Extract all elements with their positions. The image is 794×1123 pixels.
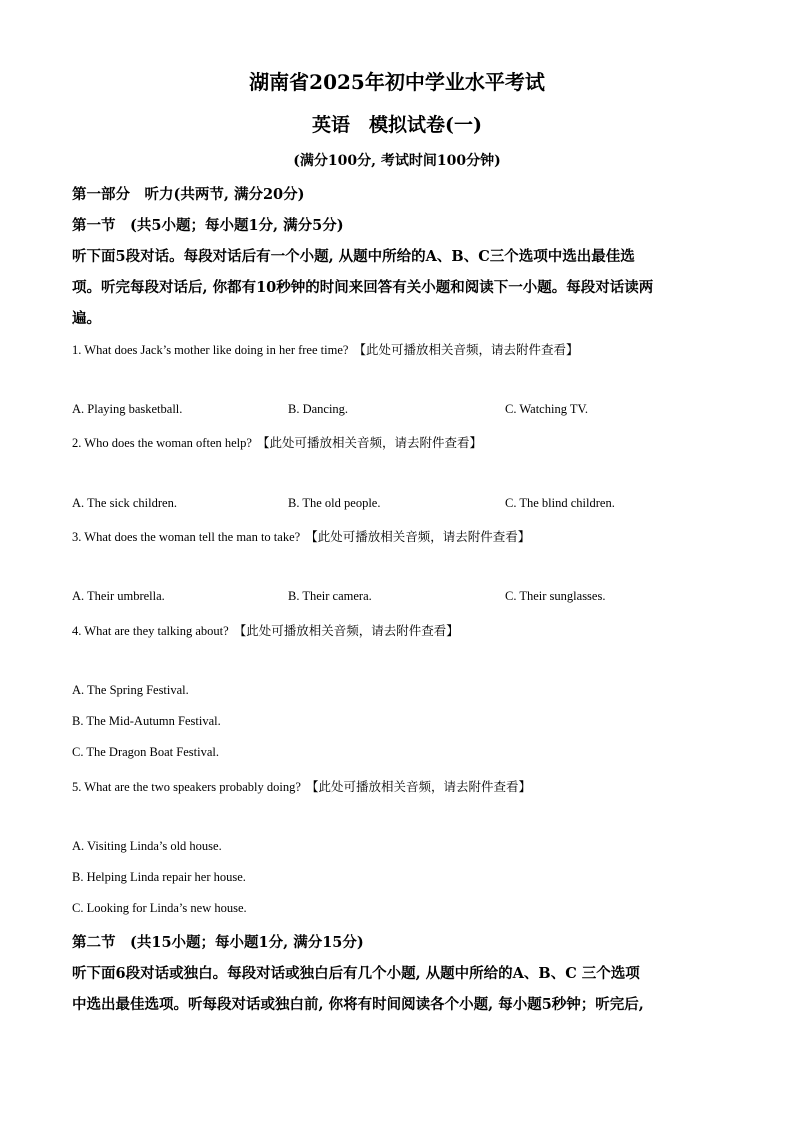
section2-heading: 第二节 (共15小题；每小题1分, 满分15分) (72, 934, 364, 951)
audio-note[interactable]: 【此处可播放相关音频，请去附件查看】 (305, 529, 531, 544)
section1-instruction-line: 听下面5段对话。每段对话后有一个小题, 从题中所给的A、B、C三个选项中选出最佳选 (72, 248, 635, 265)
question-stem: 1. What does Jack’s mother like doing in her free time? (72, 343, 349, 357)
question-stem: 4. What are they talking about? (72, 624, 229, 638)
exam-subtitle: 英语 模拟试卷(一) (312, 114, 482, 136)
part1-heading: 第一部分 听力(共两节, 满分20分) (72, 186, 305, 203)
question-5 (72, 776, 531, 795)
question-2 (72, 432, 482, 451)
q1-option-b: B. Dancing. (288, 402, 349, 416)
q4-option-c: C. The Dragon Boat Festival. (72, 745, 219, 759)
q5-option-b: B. Helping Linda repair her house. (72, 870, 246, 884)
exam-title: 湖南省2025年初中学业水平考试 (249, 70, 545, 94)
section1-heading: 第一节 (共5小题；每小题1分, 满分5分) (72, 217, 344, 234)
q2-option-b: B. The old people. (288, 496, 381, 510)
q5-option-a: A. Visiting Linda’s old house. (72, 839, 222, 853)
q1-option-a: A. Playing basketball. (72, 402, 183, 416)
audio-note[interactable]: 【此处可播放相关音频，请去附件查看】 (257, 435, 483, 450)
q3-option-c: C. Their sunglasses. (505, 589, 606, 603)
section2-instruction-line: 中选出最佳选项。听每段对话或独白前, 你将有时间阅读各个小题, 每小题5秒钟；听完后, (72, 996, 644, 1013)
q2-option-c: C. The blind children. (505, 496, 615, 510)
audio-note[interactable]: 【此处可播放相关音频，请去附件查看】 (353, 342, 579, 357)
audio-note[interactable]: 【此处可播放相关音频，请去附件查看】 (233, 623, 459, 638)
q1-option-c: C. Watching TV. (505, 402, 589, 416)
q5-option-c: C. Looking for Linda’s new house. (72, 901, 247, 915)
audio-note[interactable]: 【此处可播放相关音频，请去附件查看】 (305, 779, 531, 794)
question-3 (72, 526, 530, 545)
exam-note: (满分100分, 考试时间100分钟) (293, 153, 501, 169)
question-1 (72, 339, 579, 358)
q4-option-b: B. The Mid-Autumn Festival. (72, 714, 221, 728)
q2-option-a: A. The sick children. (72, 496, 177, 510)
question-stem: 2. Who does the woman often help? (72, 436, 252, 450)
section1-instruction-line: 项。听完每段对话后, 你都有10秒钟的时间来回答有关小题和阅读下一小题。每段对话读两 (72, 279, 654, 296)
q3-option-a: A. Their umbrella. (72, 589, 165, 603)
section2-instruction-line: 听下面6段对话或独白。每段对话或独白后有几个小题, 从题中所给的A、B、C 三个选项 (72, 965, 640, 982)
q4-option-a: A. The Spring Festival. (72, 683, 189, 697)
question-4 (72, 620, 459, 639)
section1-instruction-line: 遍。 (72, 310, 101, 327)
question-stem: 3. What does the woman tell the man to take? (72, 530, 301, 544)
q3-option-b: B. Their camera. (288, 589, 372, 603)
question-stem: 5. What are the two speakers probably doing? (72, 780, 301, 794)
